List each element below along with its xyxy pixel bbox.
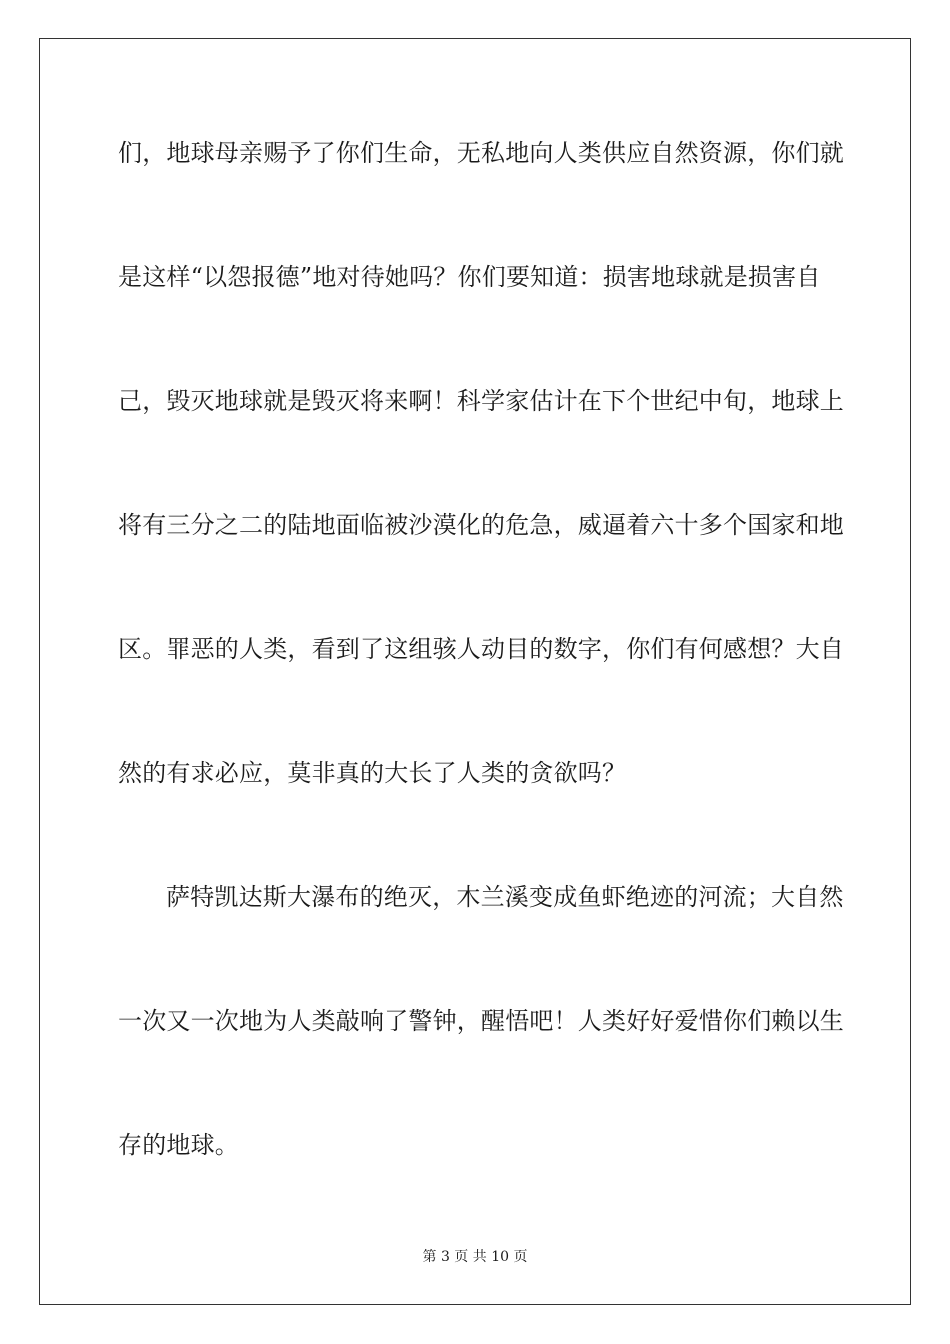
page-number-footer: 第 3 页 共 10 页 <box>422 1249 528 1265</box>
page-border <box>39 38 911 1305</box>
body-text-line: 存的地球。 <box>118 1131 239 1159</box>
body-text-line: 然的有求必应，莫非真的大长了人类的贪欲吗？ <box>118 759 627 787</box>
body-text-line: 是这样“以怨报德”地对待她吗？你们要知道：损害地球就是损害自 <box>118 263 821 291</box>
body-text-line: 己，毁灭地球就是毁灭将来啊！科学家估计在下个世纪中旬，地球上 <box>118 387 844 415</box>
paragraph-first-line: 萨特凯达斯大瀑布的绝灭，木兰溪变成鱼虾绝迹的河流；大自然 <box>166 883 844 911</box>
body-text-line: 一次又一次地为人类敲响了警钟，醒悟吧！人类好好爱惜你们赖以生 <box>118 1007 844 1035</box>
body-text-line: 们，地球母亲赐予了你们生命，无私地向人类供应自然资源，你们就 <box>118 139 844 167</box>
body-text-line: 将有三分之二的陆地面临被沙漠化的危急，威逼着六十多个国家和地 <box>118 511 844 539</box>
body-text-line: 区。罪恶的人类，看到了这组骇人动目的数字，你们有何感想？大自 <box>118 635 844 663</box>
